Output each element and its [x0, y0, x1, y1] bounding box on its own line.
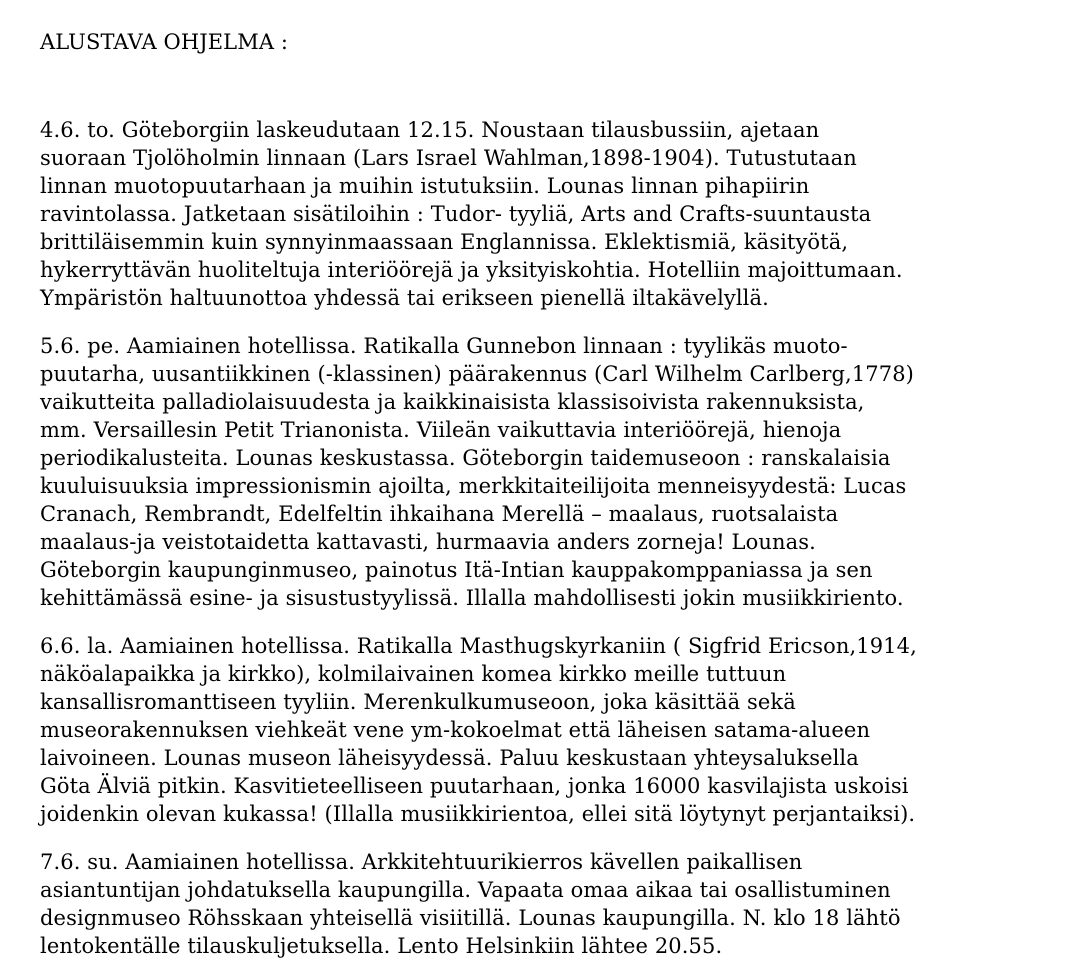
text-line: 6.6. la. Aamiainen hotellissa. Ratikalla Masthugskyrkaniin ( Sigfrid Ericson,1914, [40, 634, 917, 658]
text-line: museorakennuksen viehkeät vene ym-kokoelmat että läheisen satama-alueen [40, 718, 871, 742]
text-line: ravintolassa. Jatketaan sisätiloihin : Tudor- tyyliä, Arts and Crafts-suuntausta [40, 202, 872, 226]
text-line: 5.6. pe. Aamiainen hotellissa. Ratikalla Gunnebon linnaan : tyylikäs muoto- [40, 334, 848, 358]
day-paragraph-saturday [40, 632, 1040, 828]
day-paragraph-thursday [40, 116, 1040, 312]
text-line: periodikalusteita. Lounas keskustassa. Göteborgin taidemuseoon : ranskalaisia [40, 446, 891, 470]
text-line: Göteborgin kaupunginmuseo, painotus Itä-Intian kauppakomppaniassa ja sen [40, 558, 873, 582]
text-line: kuuluisuuksia impressionismin ajoilta, merkkitaiteilijoita menneisyydestä: Lucas [40, 474, 907, 498]
text-line: designmuseo Röhsskaan yhteisellä visiitillä. Lounas kaupungilla. N. klo 18 lähtö [40, 906, 901, 930]
text-line: kehittämässä esine- ja sisustustyylissä. Illalla mahdollisesti jokin musiikkiriento. [40, 586, 904, 610]
day-paragraph-friday [40, 332, 1040, 612]
text-line: suoraan Tjolöholmin linnaan (Lars Israel Wahlman,1898-1904). Tutustutaan [40, 146, 857, 170]
text-line: hykerryttävän huoliteltuja interiöörejä ja yksityiskohtia. Hotelliin majoittumaan. [40, 258, 903, 282]
text-line: kansallisromanttiseen tyyliin. Merenkulkumuseoon, joka käsittää sekä [40, 690, 796, 714]
text-line: 4.6. to. Göteborgiin laskeudutaan 12.15. Noustaan tilausbussiin, ajetaan [40, 118, 820, 142]
text-line: brittiläisemmin kuin synnyinmaassaan Englannissa. Eklektismiä, käsityötä, [40, 230, 849, 254]
text-line: linnan muotopuutarhaan ja muihin istutuksiin. Lounas linnan pihapiirin [40, 174, 810, 198]
text-line: lentokentälle tilauskuljetuksella. Lento Helsinkiin lähtee 20.55. [40, 934, 723, 958]
text-line: 7.6. su. Aamiainen hotellissa. Arkkitehtuurikierros kävellen paikallisen [40, 850, 803, 874]
document-page [40, 28, 1040, 980]
text-line: Göta Älviä pitkin. Kasvitieteelliseen puutarhaan, jonka 16000 kasvilajista uskoisi [40, 774, 909, 798]
text-line: puutarha, uusantiikkinen (-klassinen) päärakennus (Carl Wilhelm Carlberg,1778) [40, 362, 914, 386]
text-line: näköalapaikka ja kirkko), kolmilaivainen komea kirkko meille tuttuun [40, 662, 787, 686]
day-paragraph-sunday [40, 848, 1040, 960]
text-line: maalaus-ja veistotaidetta kattavasti, hurmaavia anders zorneja! Lounas. [40, 530, 816, 554]
program-heading: ALUSTAVA OHJELMA : [40, 30, 289, 54]
text-line: joidenkin olevan kukassa! (Illalla musiikkirientoa, ellei sitä löytynyt perjantaiksi). [40, 802, 916, 826]
text-line: Ympäristön haltuunottoa yhdessä tai erikseen pienellä iltakävelyllä. [40, 286, 769, 310]
text-line: Cranach, Rembrandt, Edelfeltin ihkaihana Merellä – maalaus, ruotsalaista [40, 502, 839, 526]
text-line: laivoineen. Lounas museon läheisyydessä. Paluu keskustaan yhteysaluksella [40, 746, 859, 770]
text-line: mm. Versaillesin Petit Trianonista. Viileän vaikuttavia interiöörejä, hienoja [40, 418, 842, 442]
text-line: asiantuntijan johdatuksella kaupungilla. Vapaata omaa aikaa tai osallistuminen [40, 878, 891, 902]
text-line: vaikutteita palladiolaisuudesta ja kaikkinaisista klassisoivista rakennuksista, [40, 390, 865, 414]
